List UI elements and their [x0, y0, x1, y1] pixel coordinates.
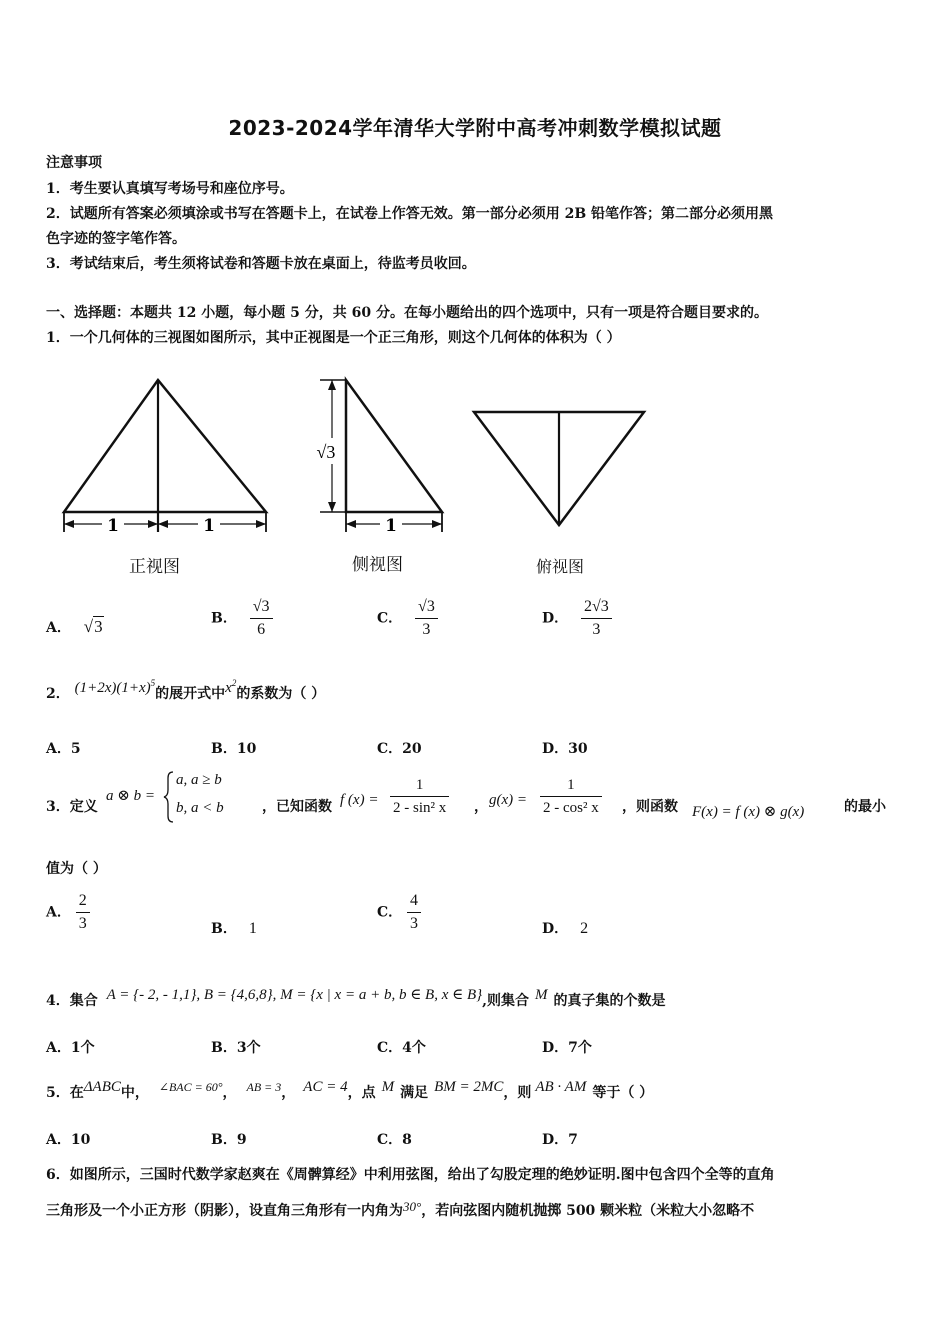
q3-text-2: ，则函数: [622, 799, 678, 815]
q3-f-fraction: $\frac{1}{\text{2 - sin² x}}$: [390, 774, 449, 819]
question-4-stem: 4．集合 A = {- 2, - 1,1}, B = {4,6,8}, M = {x | x = a + b, b ∈ B, x ∈ B},则集合 M 的真子集的个数是: [46, 987, 666, 1009]
q3-def-lhs: a ⊗ b =: [106, 788, 155, 804]
q2-option-a[interactable]: A．5: [46, 741, 81, 757]
front-view-caption: 正视图: [129, 557, 180, 577]
front-view-triangle: [64, 380, 266, 512]
question-6-line-2: 三角形及一个小正方形（阴影），设直角三角形有一内角为30°，若向弦图内随机抛掷 500 颗米粒（米粒大小忽略不: [46, 1199, 755, 1219]
q3-brace: [163, 770, 175, 824]
q3-F-expr: F(x) = f (x) ⊗ g(x): [692, 804, 805, 820]
q3-case-1: a, a ≥ b: [176, 772, 222, 788]
q3-option-d[interactable]: D． 2: [542, 920, 589, 937]
page-title: 2023-2024学年清华大学附中高考冲刺数学模拟试题: [228, 116, 722, 140]
notice-heading: 注意事项: [46, 155, 102, 171]
q1-option-b[interactable]: B． $\frac{√3}{6}$: [211, 596, 273, 641]
q3-option-b[interactable]: B． 1: [211, 920, 257, 937]
side-view-caption: 侧视图: [352, 555, 403, 575]
notice-item: 3．考试结束后，考生须将试卷和答题卡放在桌面上，待监考员收回。: [46, 256, 476, 272]
front-view-left-dim: 1: [107, 516, 119, 536]
q3-text-1: ，已知函数: [262, 799, 332, 815]
q5-option-a[interactable]: A．10: [46, 1132, 91, 1148]
question-5-stem: 5．在ΔABC中， ∠BAC = 60°， AB = 3， AC = 4，点 M 满足 BM = 2MC，则 AB · AM 等于（ ）: [46, 1079, 654, 1101]
front-view-right-dim: 1: [203, 516, 215, 536]
q3-text-3: 的最小: [844, 799, 886, 815]
q3-sep: ，: [474, 799, 488, 815]
notice-item: 2．试题所有答案必须填涂或书写在答题卡上，在试卷上作答无效。第一部分必须用 2B 铅笔作答；第二部分必须用黑: [46, 206, 774, 222]
question-3-label: 3．定义: [46, 799, 98, 815]
top-view-diagram: [470, 405, 650, 535]
q5-option-c[interactable]: C．8: [377, 1132, 412, 1148]
side-view-diagram: [306, 372, 452, 537]
q1-option-d[interactable]: D． $\frac{2√3}{3}$: [542, 596, 612, 641]
q3-g-lhs: g(x) =: [489, 792, 528, 808]
q4-option-c[interactable]: C．4个: [377, 1040, 426, 1056]
question-6-line-1: 6．如图所示，三国时代数学家赵爽在《周髀算经》中利用弦图，给出了勾股定理的绝妙证明.图中包含四个全等的直角: [46, 1167, 775, 1183]
section-heading: 一、选择题：本题共 12 小题，每小题 5 分，共 60 分。在每小题给出的四个选项中，只有一项是符合题目要求的。: [46, 305, 768, 321]
side-view-height-label: √3: [316, 442, 336, 462]
q3-option-a[interactable]: A． $\frac{2}{3}$: [46, 890, 90, 935]
q3-g-fraction: $\frac{1}{\text{2 - cos² x}}$: [540, 774, 602, 819]
q5-option-d[interactable]: D．7: [542, 1132, 578, 1148]
q3-case-2: b, a < b: [176, 800, 224, 816]
q2-option-d[interactable]: D．30: [542, 741, 588, 757]
question-2-stem: 2． $(1+2x)(1+x)^5$的展开式中$x^2$的系数为（ ）: [46, 678, 326, 702]
q4-option-d[interactable]: D．7个: [542, 1040, 592, 1056]
q5-option-b[interactable]: B．9: [211, 1132, 247, 1148]
q3-option-c[interactable]: C． $\frac{4}{3}$: [377, 890, 421, 935]
q1-option-a[interactable]: A． √3: [46, 617, 103, 636]
top-view-caption: 俯视图: [536, 557, 585, 576]
q2-option-b[interactable]: B．10: [211, 741, 257, 757]
q1-option-c[interactable]: C． $\frac{√3}{3}$: [377, 596, 438, 641]
q2-option-c[interactable]: C．20: [377, 741, 422, 757]
q4-option-b[interactable]: B．3个: [211, 1040, 261, 1056]
side-view-base-label: 1: [385, 516, 397, 536]
q3-text-4: 值为（ ）: [46, 861, 107, 877]
front-view-diagram: [58, 372, 276, 537]
question-1-stem: 1．一个几何体的三视图如图所示，其中正视图是一个正三角形，则这个几何体的体积为（ ）: [46, 330, 621, 346]
notice-item: 1．考生要认真填写考场号和座位序号。: [46, 181, 294, 197]
q3-f-lhs: f (x) =: [340, 792, 379, 808]
notice-item: 色字迹的签字笔作答。: [46, 231, 186, 247]
side-view-triangle: [346, 380, 442, 512]
q4-option-a[interactable]: A．1个: [46, 1040, 95, 1056]
